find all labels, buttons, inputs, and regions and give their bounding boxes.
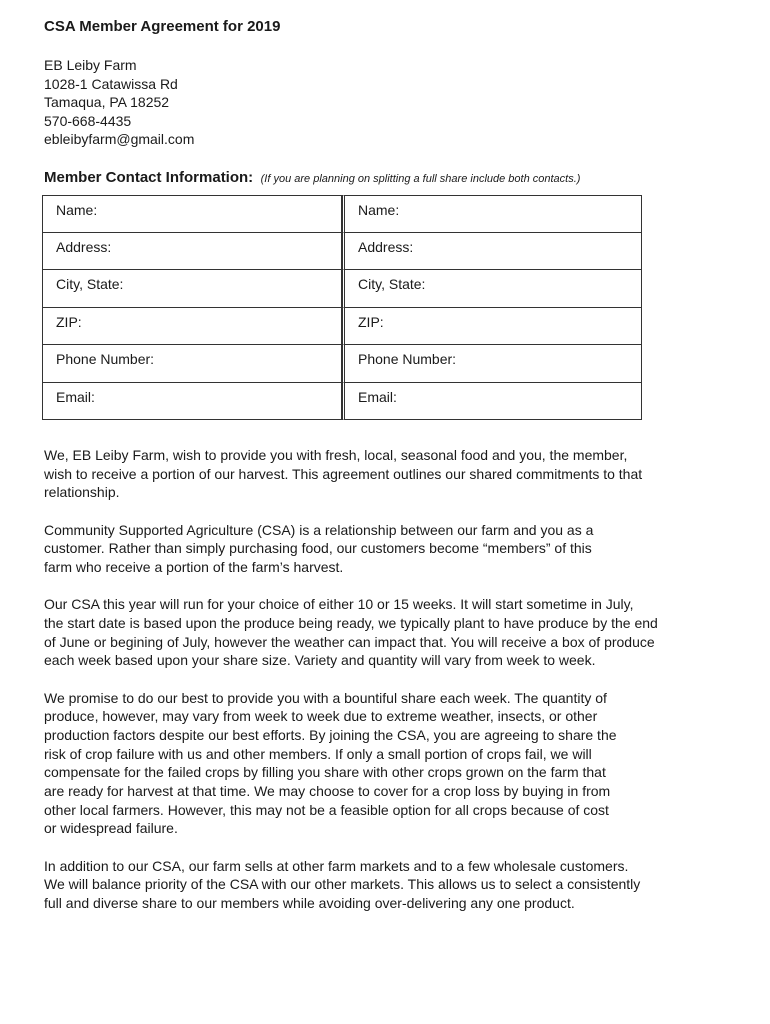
- paragraph-other-markets: [44, 857, 724, 913]
- text-line: risk of crop failure with us and other members. If only a small portion of crops fail, we will: [44, 745, 592, 762]
- text-line: compensate for the failed crops by filling you share with other crops grown on the farm that: [44, 764, 606, 781]
- member2-zip-field[interactable]: ZIP:: [342, 308, 642, 346]
- text-line: are ready for harvest at that time. We may choose to cover for a crop loss by buying in from: [44, 783, 611, 800]
- member1-city-state-field[interactable]: City, State:: [42, 270, 342, 308]
- paragraph-intro: [44, 446, 724, 502]
- contact-row-phone: [42, 345, 642, 383]
- text-line: each week based upon your share size. Variety and quantity will vary from week to week.: [44, 652, 596, 669]
- contact-row-email: [42, 383, 642, 421]
- member1-address-field[interactable]: Address:: [42, 233, 342, 271]
- member1-email-field[interactable]: Email:: [42, 383, 342, 421]
- text-line: customer. Rather than simply purchasing food, our customers become “members” of this: [44, 540, 592, 557]
- member2-city-state-field[interactable]: City, State:: [342, 270, 642, 308]
- text-line: farm who receive a portion of the farm’s harvest.: [44, 559, 344, 576]
- text-line: other local farmers. However, this may not be a feasible option for all crops because of cost: [44, 801, 609, 818]
- text-line: Community Supported Agriculture (CSA) is a relationship between our farm and you as a: [44, 521, 594, 538]
- farm-name: EB Leiby Farm: [44, 57, 137, 73]
- member2-email-field[interactable]: Email:: [342, 383, 642, 421]
- text-line: We, EB Leiby Farm, wish to provide you with fresh, local, seasonal food and you, the member,: [44, 447, 628, 463]
- farm-city-state-zip: Tamaqua, PA 18252: [44, 94, 170, 110]
- farm-street: 1028-1 Catawissa Rd: [44, 75, 178, 92]
- contact-row-city-state: [42, 270, 642, 308]
- text-line: produce, however, may vary from week to week due to extreme weather, insects, or other: [44, 708, 598, 725]
- contact-row-name: [42, 195, 642, 233]
- text-line: In addition to our CSA, our farm sells at other farm markets and to a few wholesale customers.: [44, 857, 629, 874]
- member2-phone-field[interactable]: Phone Number:: [342, 345, 642, 383]
- contact-row-zip: [42, 308, 642, 346]
- text-line: We promise to do our best to provide you with a bountiful share each week. The quantity of: [44, 689, 607, 706]
- contact-section-heading: [44, 169, 580, 187]
- farm-address-block: [44, 56, 194, 149]
- contact-row-address: [42, 233, 642, 271]
- paragraph-shared-risk: [44, 689, 724, 839]
- farm-phone: 570-668-4435: [44, 112, 132, 129]
- farm-email: ebleibyfarm@gmail.com: [44, 131, 195, 147]
- text-line: the start date is based upon the produce being ready, we typically plant to have produce by the end: [44, 614, 658, 631]
- text-line: Our CSA this year will run for your choice of either 10 or 15 weeks. It will start sometime in July,: [44, 596, 634, 613]
- document-title: CSA Member Agreement for 2019: [44, 18, 281, 35]
- contact-form-table: [42, 195, 642, 420]
- text-line: full and diverse share to our members while avoiding over-delivering any one product.: [44, 895, 575, 912]
- member1-name-field[interactable]: Name:: [42, 195, 342, 233]
- text-line: or widespread failure.: [44, 820, 178, 837]
- text-line: We will balance priority of the CSA with our other markets. This allows us to select a consistently: [44, 876, 641, 893]
- paragraph-csa-definition: [44, 521, 724, 577]
- text-line: wish to receive a portion of our harvest. This agreement outlines our shared commitments to that: [44, 465, 643, 482]
- text-line: of June or begining of July, however the weather can impact that. You will receive a box of produce: [44, 633, 655, 650]
- member2-address-field[interactable]: Address:: [342, 233, 642, 271]
- agreement-body: [44, 446, 724, 931]
- member1-zip-field[interactable]: ZIP:: [42, 308, 342, 346]
- text-line: relationship.: [44, 484, 120, 501]
- text-line: production factors despite our best efforts. By joining the CSA, you are agreeing to share the: [44, 726, 617, 743]
- member2-name-field[interactable]: Name:: [342, 195, 642, 233]
- member1-phone-field[interactable]: Phone Number:: [42, 345, 342, 383]
- paragraph-season: [44, 595, 724, 670]
- contact-heading-text: Member Contact Information:: [44, 169, 254, 186]
- contact-heading-note: (If you are planning on splitting a full share include both contacts.): [260, 173, 581, 185]
